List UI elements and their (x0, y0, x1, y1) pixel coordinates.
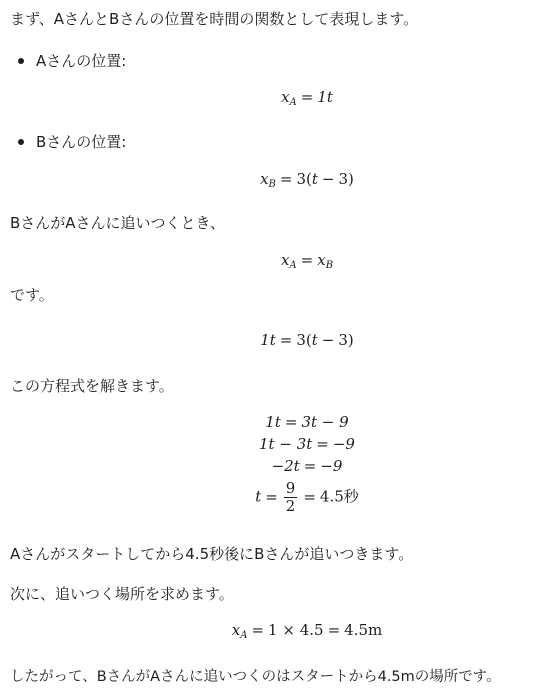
rhs: 1t (317, 88, 333, 106)
var-x: x (260, 170, 269, 188)
rhs: 1 × 4.5 (268, 621, 324, 639)
coef: 3 (296, 170, 307, 188)
step-lhs: t (255, 487, 262, 506)
sub-b: B (268, 179, 276, 190)
unit: 秒 (343, 487, 359, 506)
var-x: x (317, 251, 326, 269)
numerator: 9 (285, 479, 296, 497)
minus: − (321, 170, 335, 188)
bullet-b-label: Bさんの位置: (36, 133, 127, 151)
step-1: 1t = 3t − 9 (265, 413, 349, 431)
step-rhs: −9 (320, 457, 343, 475)
step-4: t = $\frac{9}{2}$ = 4.5秒 (255, 479, 359, 515)
bullet-dot (18, 58, 24, 64)
equation-position-b: $x_B = 3(t - 3)$ (260, 170, 354, 190)
sub-b: B (325, 260, 334, 271)
bullet-dot (18, 139, 24, 145)
step-rhs: −9 (332, 435, 355, 453)
var-t: t (311, 170, 318, 188)
lhs: 1t (260, 331, 276, 349)
result: 4.5 (319, 487, 344, 506)
equation-position-a: $x_A = 1t$ (281, 88, 333, 108)
const: 3 (338, 170, 349, 188)
const: 3 (338, 331, 348, 349)
place-text: 次に、追いつく場所を求めます。 (10, 585, 234, 603)
step-lhs: 1t − 3t (259, 435, 313, 453)
time-text: Aさんがスタートしてから4.5秒後にBさんが追いつきます。 (10, 545, 414, 563)
catch-text: BさんがAさんに追いつくとき、 (10, 214, 225, 232)
var-x: x (280, 251, 290, 269)
step-lhs: −2t (271, 457, 300, 475)
sub-a: A (289, 260, 297, 271)
var-x: x (281, 88, 290, 106)
var-t: t (311, 331, 318, 349)
equation-place: $x_A = 1 \times 4.5 = 4.5m$ (231, 621, 383, 641)
bullet-a-label: Aさんの位置: (36, 52, 127, 70)
coef: 3 (296, 331, 306, 349)
result: 4.5m (344, 621, 383, 639)
denominator: 2 (285, 497, 296, 515)
sub-a: A (240, 630, 248, 641)
sub-a: A (289, 97, 297, 108)
solve-text: この方程式を解きます。 (10, 377, 174, 395)
conclusion-text: したがって、BさんがAさんに追いつくのはスタートから4.5mの場所です。 (10, 669, 501, 685)
step-2: 1t − 3t = −9 (259, 435, 355, 453)
fraction (284, 480, 298, 515)
equation-main: 1t = 3(t − 3) (260, 331, 354, 349)
step-3: −2t = −9 (271, 457, 343, 475)
intro-text: まず、AさんとBさんの位置を時間の関数として表現します。 (10, 10, 419, 28)
equation-equal: $x_A = x_B$ (280, 251, 334, 271)
step-rhs: 3t − 9 (301, 413, 349, 431)
step-lhs: 1t (265, 413, 281, 431)
desu-text: です。 (10, 286, 54, 304)
var-x: x (231, 621, 241, 639)
